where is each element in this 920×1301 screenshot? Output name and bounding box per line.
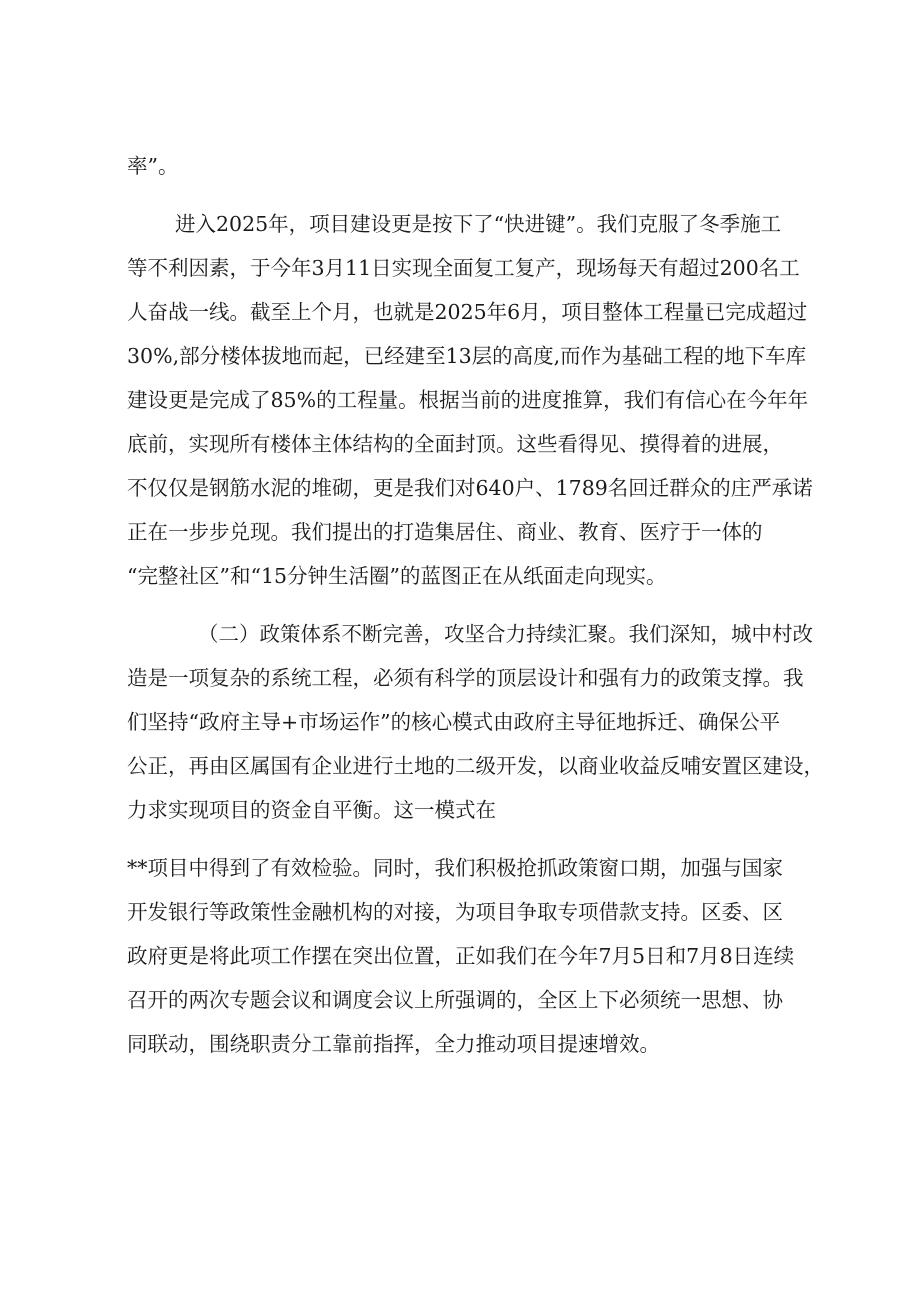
text-line: 公正，再由区属国有企业进行土地的二级开发，以商业收益反哺安置区建设， bbox=[127, 754, 824, 778]
text-line: 进入2025年，项目建设更是按下了“快进键”。我们克服了冬季施工 bbox=[175, 212, 782, 236]
text-line: 率”。 bbox=[127, 154, 179, 178]
text-line: 不仅仅是钢筋水泥的堆砌，更是我们对640户、1789名回迁群众的庄严承诺 bbox=[127, 476, 813, 500]
text-line: 力求实现项目的资金自平衡。这一模式在 bbox=[127, 798, 496, 822]
text-line: **项目中得到了有效检验。同时，我们积极抢抓政策窗口期，加强与国家 bbox=[127, 856, 783, 880]
text-line: 30%,部分楼体拔地而起，已经建至13层的高度,而作为基础工程的地下车库 bbox=[127, 344, 807, 368]
text-line: 政府更是将此项工作摆在突出位置，正如我们在今年7月5日和7月8日连续 bbox=[127, 944, 795, 968]
text-line: 底前，实现所有楼体主体结构的全面封顶。这些看得见、摸得着的进展， bbox=[127, 432, 783, 456]
text-line: 造是一项复杂的系统工程，必须有科学的顶层设计和强有力的政策支撑。我 bbox=[127, 666, 804, 690]
text-line: 建设更是完成了85%的工程量。根据当前的进度推算，我们有信心在今年年 bbox=[127, 388, 809, 412]
text-line: 们坚持“政府主导+市场运作”的核心模式由政府主导征地拆迁、确保公平 bbox=[127, 710, 781, 734]
text-line: “完整社区”和“15分钟生活圈”的蓝图正在从纸面走向现实。 bbox=[127, 564, 667, 588]
text-line: 正在一步步兑现。我们提出的打造集居住、商业、教育、医疗于一体的 bbox=[127, 520, 763, 544]
text-line: 同联动，围绕职责分工靠前指挥，全力推动项目提速增效。 bbox=[127, 1032, 660, 1056]
text-line: 开发银行等政策性金融机构的对接，为项目争取专项借款支持。区委、区 bbox=[127, 900, 783, 924]
text-line: 召开的两次专题会议和调度会议上所强调的，全区上下必须统一思想、协 bbox=[127, 988, 783, 1012]
text-line: 人奋战一线。截至上个月，也就是2025年6月，项目整体工程量已完成超过 bbox=[127, 300, 808, 324]
text-line: （二）政策体系不断完善，攻坚合力持续汇聚。我们深知，城中村改 bbox=[198, 622, 813, 646]
text-line: 等不利因素，于今年3月11日实现全面复工复产，现场每天有超过200名工 bbox=[127, 256, 800, 280]
